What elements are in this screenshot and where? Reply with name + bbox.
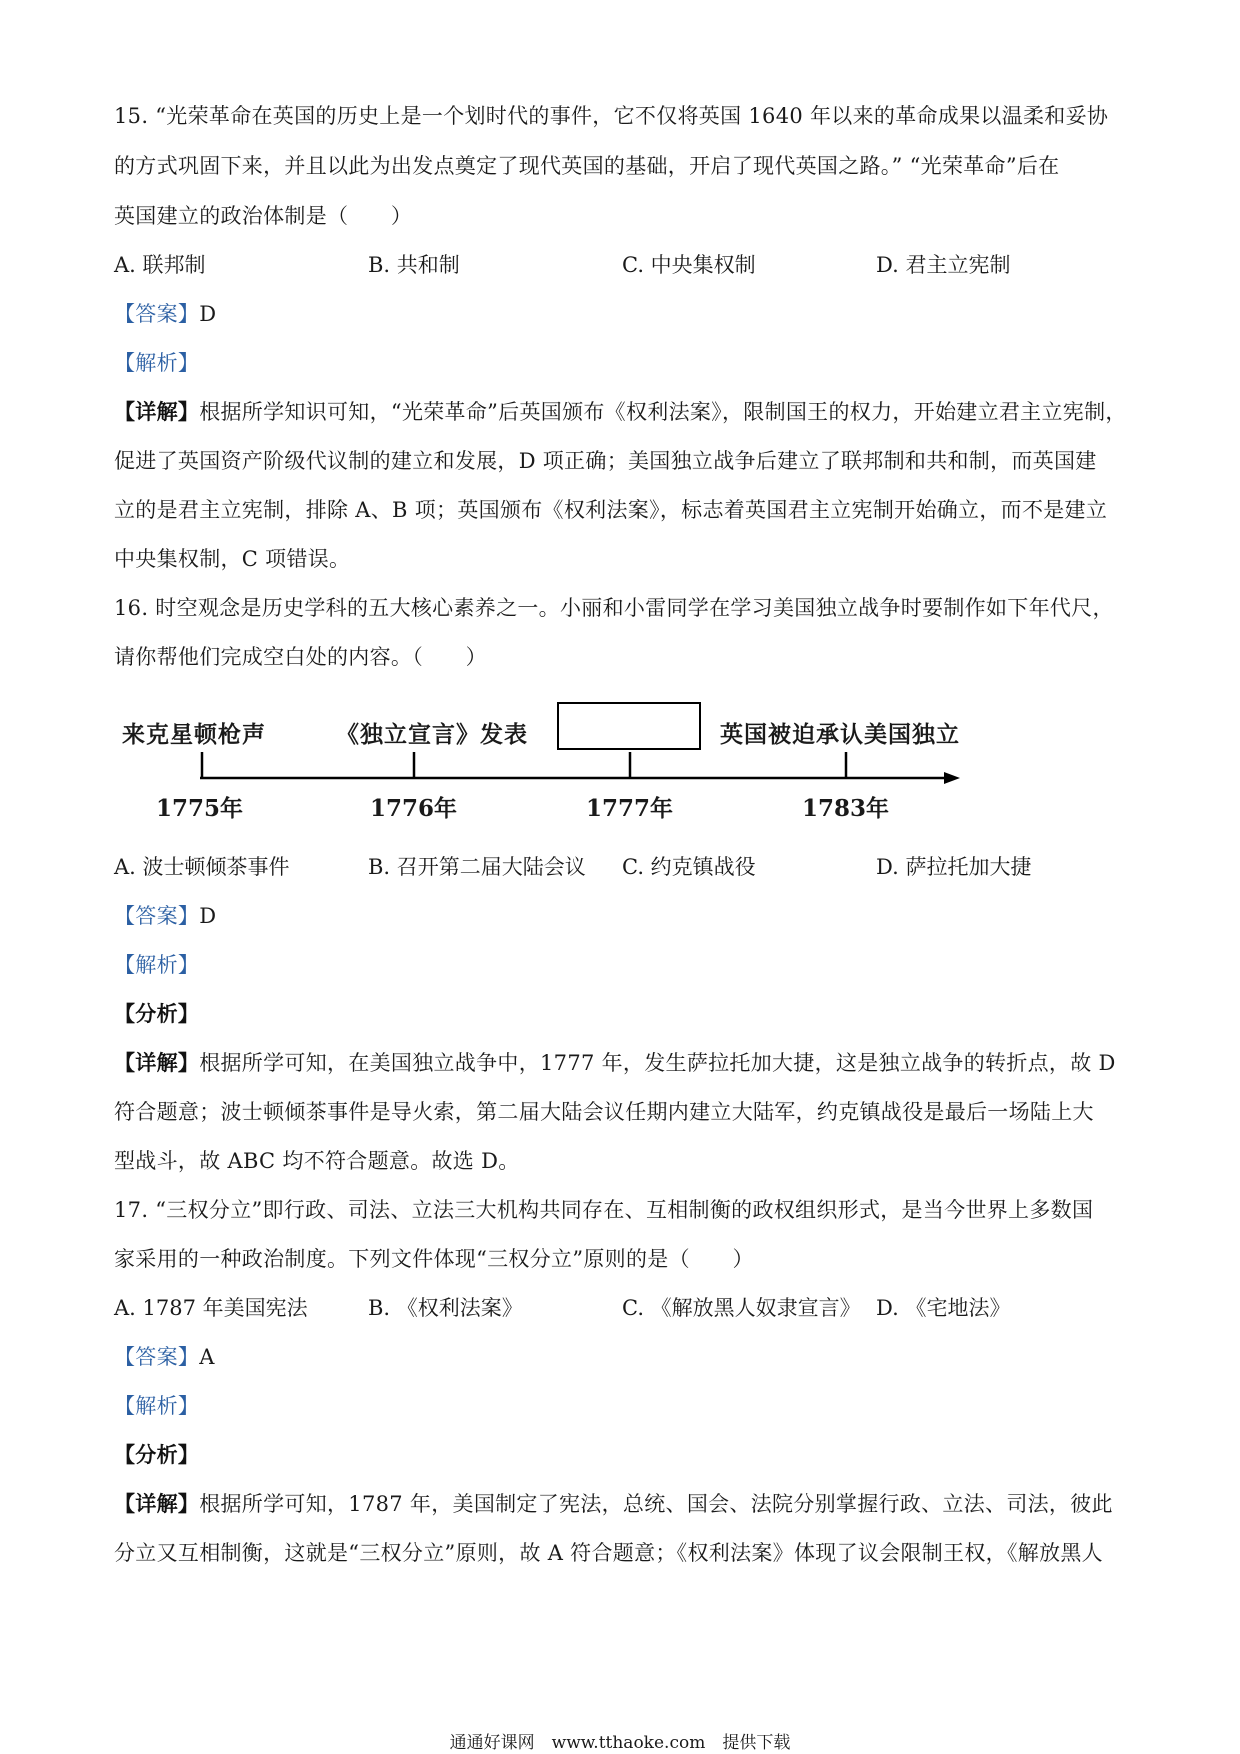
- q16-line-2: 请你帮他们完成空白处的内容。（ ）: [114, 645, 487, 669]
- detail-tag: 【详解】: [114, 1491, 200, 1516]
- q15-line-2: 的方式巩固下来，并且以此为出发点奠定了现代英国的基础，开启了现代英国之路。” “光荣革命”后在: [114, 154, 1060, 178]
- q17-fenxi: [114, 1443, 1134, 1467]
- analysis-tag: 【解析】: [114, 351, 200, 375]
- q16-option-d: D. 萨拉托加大捷: [876, 855, 1032, 879]
- detail-text: 根据所学知识可知，“光荣革命”后英国颁布《权利法案》，限制国王的权力，开始建立君主立宪制，: [199, 400, 1127, 424]
- q17-line-2: 家采用的一种政治制度。下列文件体现“三权分立”原则的是（ ）: [114, 1247, 754, 1271]
- q15-detail-2: 促进了英国资产阶级代议制的建立和发展，D 项正确；美国独立战争后建立了联邦制和共和制，而英国建: [114, 449, 1097, 473]
- detail-tag: 【详解】: [114, 399, 200, 424]
- q15-line-3: 英国建立的政治体制是（ ）: [114, 204, 413, 228]
- timeline-event-1783: 英国被迫承认美国独立: [720, 721, 960, 748]
- q16-detail-2: 符合题意；波士顿倾茶事件是导火索，第二届大陆会议任期内建立大陆军，约克镇战役是最后一场陆上大: [114, 1100, 1094, 1124]
- q16-option-b: B. 召开第二届大陆会议: [368, 855, 586, 879]
- q16-option-c: C. 约克镇战役: [622, 855, 756, 879]
- q17-answer: [114, 1345, 1134, 1369]
- q15-option-d: D. 君主立宪制: [876, 253, 1011, 277]
- detail-tag: 【详解】: [114, 1050, 200, 1075]
- q16-detail-1: [114, 1051, 1134, 1075]
- q17-option-b: B. 《权利法案》: [368, 1296, 523, 1320]
- answer-value: D: [199, 904, 217, 928]
- answer-value: A: [199, 1345, 215, 1369]
- analysis-tag: 【解析】: [114, 1394, 200, 1418]
- q15-detail-3: 立的是君主立宪制，排除 A、B 项；英国颁布《权利法案》，标志着英国君主立宪制开始确立，而不是建立: [114, 498, 1108, 522]
- q15-analysis: [114, 351, 1134, 375]
- analysis-tag: 【解析】: [114, 953, 200, 977]
- timeline-event-1775: 来克星顿枪声: [122, 721, 266, 748]
- q16-fenxi: [114, 1002, 1134, 1026]
- q15-option-c: C. 中央集权制: [622, 253, 756, 277]
- detail-text: 根据所学可知，在美国独立战争中，1777 年，发生萨拉托加大捷，这是独立战争的转折点，故 D: [199, 1051, 1116, 1075]
- q16-line-1: 16. 时空观念是历史学科的五大核心素养之一。小丽和小雷同学在学习美国独立战争时要制作如下年代尺，: [114, 596, 1114, 620]
- q15-option-b: B. 共和制: [368, 253, 460, 277]
- page-footer: 通通好课网 www.tthaoke.com 提供下载: [449, 1733, 791, 1753]
- q15-line-1: 15. “光荣革命在英国的历史上是一个划时代的事件，它不仅将英国 1640 年以来的革命成果以温柔和妥协: [114, 104, 1109, 128]
- q17-line-1: 17. “三权分立”即行政、司法、立法三大机构共同存在、互相制衡的政权组织形式，是当今世界上多数国: [114, 1198, 1094, 1222]
- q17-analysis: [114, 1394, 1134, 1418]
- q15-detail-1: [114, 400, 1134, 424]
- fenxi-tag: 【分析】: [114, 1442, 200, 1467]
- detail-text: 根据所学可知，1787 年，美国制定了宪法，总统、国会、法院分别掌握行政、立法、司法，彼此: [199, 1492, 1113, 1516]
- q17-detail-1: [114, 1492, 1134, 1516]
- timeline-year-1775: 1775年: [156, 795, 244, 822]
- q17-option-d: D. 《宅地法》: [876, 1296, 1011, 1320]
- answer-tag: 【答案】: [114, 1345, 200, 1369]
- answer-tag: 【答案】: [114, 904, 200, 928]
- timeline-year-1776: 1776年: [370, 795, 458, 822]
- q16-answer: [114, 904, 1134, 928]
- timeline-year-1777: 1777年: [586, 795, 674, 822]
- q16-detail-3: 型战斗，故 ABC 均不符合题意。故选 D。: [114, 1149, 520, 1173]
- q15-detail-4: 中央集权制，C 项错误。: [114, 547, 351, 571]
- answer-tag: 【答案】: [114, 302, 200, 326]
- fenxi-tag: 【分析】: [114, 1001, 200, 1026]
- q17-option-c: C. 《解放黑人奴隶宣言》: [622, 1296, 861, 1320]
- q17-detail-2: 分立又互相制衡，这就是“三权分立”原则，故 A 符合题意；《权利法案》体现了议会限制王权，《解放黑人: [114, 1541, 1103, 1565]
- timeline-arrow-icon: [944, 772, 960, 784]
- timeline-event-1776: 《独立宣言》发表: [336, 721, 528, 748]
- q16-option-a: A. 波士顿倾茶事件: [114, 855, 290, 879]
- q15-option-a: A. 联邦制: [114, 253, 206, 277]
- answer-value: D: [199, 302, 217, 326]
- q17-option-a: A. 1787 年美国宪法: [114, 1296, 308, 1320]
- timeline-year-1783: 1783年: [802, 795, 890, 822]
- timeline: [114, 690, 974, 830]
- q16-analysis: [114, 953, 1134, 977]
- q15-answer: [114, 302, 1134, 326]
